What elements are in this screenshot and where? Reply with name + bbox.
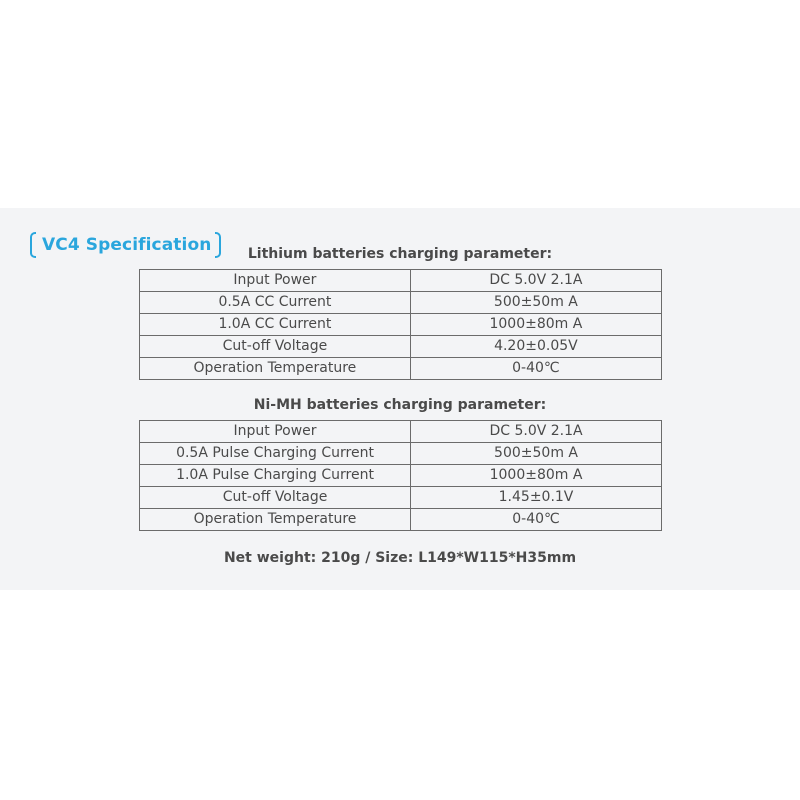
value-cell: DC 5.0V 2.1A (411, 421, 662, 443)
param-cell: 1.0A Pulse Charging Current (140, 465, 411, 487)
spec-panel (0, 208, 800, 590)
net-weight-size: Net weight: 210g / Size: L149*W115*H35mm (223, 550, 577, 566)
param-cell: Operation Temperature (140, 509, 411, 531)
nimh-spec-table (139, 420, 662, 531)
value-cell: 0-40℃ (410, 358, 661, 380)
param-cell: 0.5A Pulse Charging Current (140, 443, 411, 465)
table-row (140, 465, 662, 487)
value-cell: 500±50m A (410, 292, 661, 314)
param-cell: Operation Temperature (140, 358, 411, 380)
nimh-heading-text: Ni-MH batteries charging parameter: (253, 397, 547, 413)
table-row (140, 487, 662, 509)
table-row (140, 292, 662, 314)
value-cell: 500±50m A (411, 443, 662, 465)
table-row (140, 314, 662, 336)
table-row (140, 509, 662, 531)
param-cell: Cut-off Voltage (140, 487, 411, 509)
param-cell: Input Power (140, 270, 411, 292)
value-cell: 0-40℃ (411, 509, 662, 531)
table-row (140, 421, 662, 443)
param-cell: 1.0A CC Current (140, 314, 411, 336)
table-row (140, 270, 662, 292)
spec-title-text: VC4 Specification (42, 235, 212, 255)
lithium-heading-text: Lithium batteries charging parameter: (247, 246, 553, 262)
value-cell: 1.45±0.1V (411, 487, 662, 509)
table-row (140, 443, 662, 465)
param-cell: Input Power (140, 421, 411, 443)
table-row (140, 358, 662, 380)
table-row (140, 336, 662, 358)
param-cell: 0.5A CC Current (140, 292, 411, 314)
lithium-heading (0, 246, 800, 262)
param-cell: Cut-off Voltage (140, 336, 411, 358)
value-cell: DC 5.0V 2.1A (410, 270, 661, 292)
value-cell: 1000±80m A (411, 465, 662, 487)
value-cell: 1000±80m A (410, 314, 661, 336)
lithium-spec-table (139, 269, 662, 380)
nimh-heading (0, 397, 800, 413)
value-cell: 4.20±0.05V (410, 336, 661, 358)
